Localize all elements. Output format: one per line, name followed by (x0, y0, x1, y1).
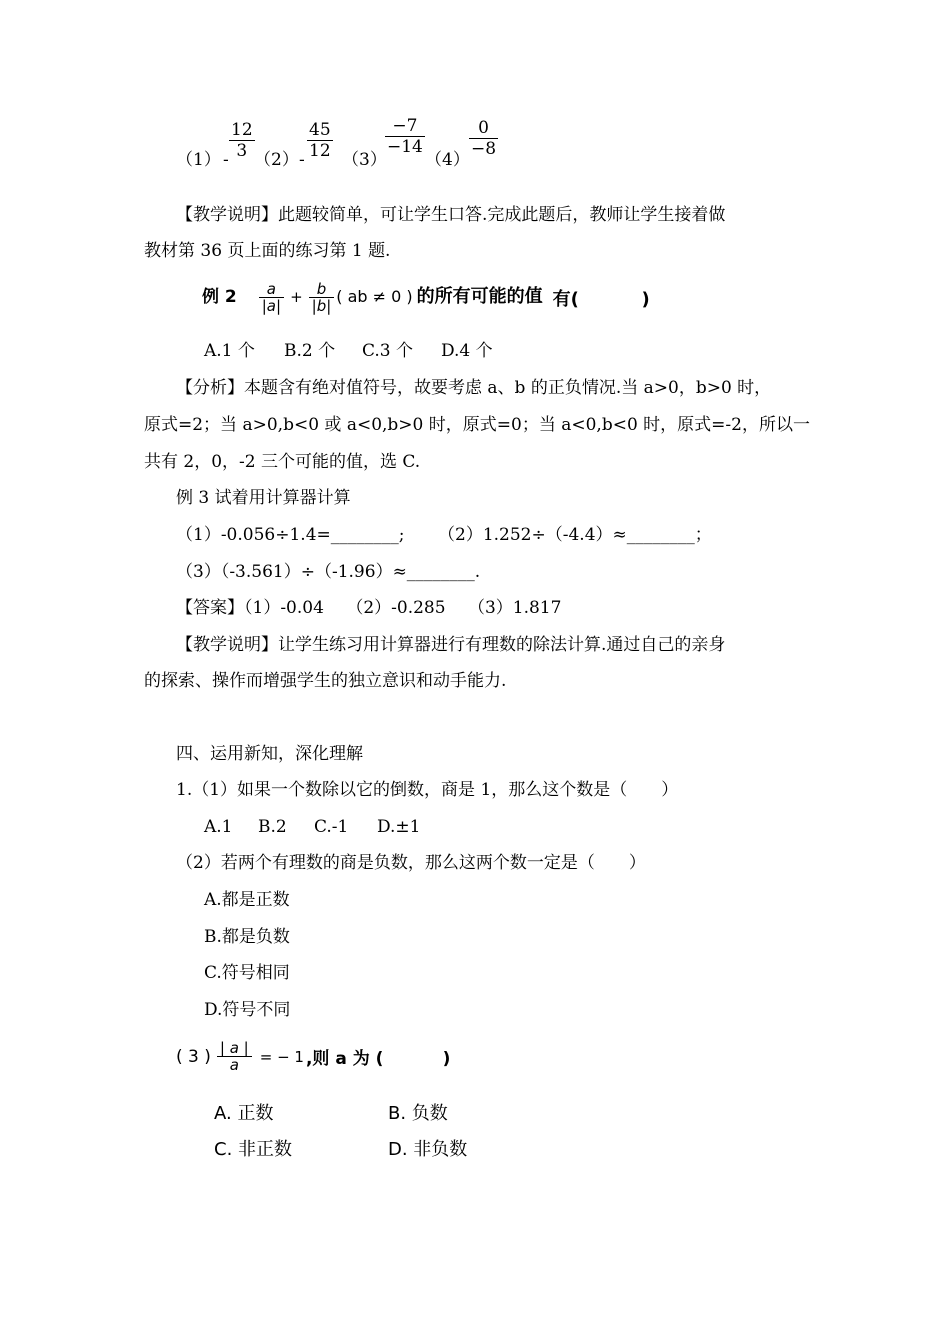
ex1-label-2: （2） (254, 150, 299, 170)
ex1-label-3: （3） (342, 150, 387, 170)
ex2-abs-a: |a| (261, 296, 282, 315)
ex1-fraction-1-den: 3 (236, 141, 248, 161)
ex2-condition: ( ab ≠ 0 ) (336, 287, 413, 306)
q1-2-option-a: A.都是正数 (204, 890, 290, 910)
ex2-label: 例 2 (202, 287, 237, 307)
teach-note-1-line1: 【教学说明】此题较简单，可让学生口答.完成此题后，教师让学生接着做 (176, 205, 726, 225)
ex2-tail: 有( ) (552, 289, 650, 310)
ex3-title: 例 3 试着用计算器计算 (176, 488, 351, 508)
ex2-fraction-a (259, 281, 284, 314)
q1-3-option-a: A. 正数 (214, 1103, 274, 1124)
ex1-label-1: （1） (176, 150, 221, 170)
ex2-fraction-b (309, 281, 335, 314)
section4-q1-2: （2）若两个有理数的商是负数，那么这两个数一定是（ ） (176, 853, 646, 873)
ex3-q1: （1）-0.056÷1.4=________; (176, 525, 405, 545)
ex1-fraction-1-num: 12 (231, 120, 253, 140)
ex2-option-d: D.4 个 (441, 341, 493, 361)
teach-note-2-line1: 【教学说明】让学生练习用计算器进行有理数的除法计算.通过自己的亲身 (176, 635, 726, 655)
ex3-q3: （3）（-3.561）÷（-1.96）≈________. (176, 562, 481, 582)
ex1-label-4: （4） (425, 150, 470, 170)
ex2-question-text: 的所有可能的值 (416, 286, 543, 307)
q1-3-option-b: B. 负数 (388, 1103, 448, 1124)
ex1-fraction-2-den: 12 (309, 141, 331, 161)
ex1-sign-1: - (223, 150, 229, 170)
q1-3-fraction (217, 1040, 252, 1073)
ex2-option-a: A.1 个 (204, 341, 255, 361)
ex1-fraction-2-num: 45 (309, 120, 331, 140)
q1-3-label: ( 3 ) (176, 1046, 211, 1067)
q1-1-option-c: C.-1 (314, 817, 349, 837)
ex2-a: a (259, 281, 284, 298)
analysis-line3: 共有 2，0，-2 三个可能的值，选 C. (144, 452, 421, 472)
q1-2-option-d: D.符号不同 (204, 1000, 291, 1020)
ex1-fraction-3-num: −7 (385, 116, 425, 137)
ex1-fraction-3-den: −14 (387, 137, 423, 157)
teach-note-1-line2: 教材第 36 页上面的练习第 1 题. (144, 241, 391, 261)
ex1-sign-2: - (299, 150, 305, 170)
q1-2-option-c: C.符号相同 (204, 963, 290, 983)
ex1-fraction-4 (469, 118, 498, 159)
q1-3-den: a (229, 1056, 239, 1074)
q1-3-num: | a | (217, 1040, 252, 1057)
analysis-line2: 原式=2；当 a>0,b<0 或 a<0,b>0 时，原式=0；当 a<0,b<0 时，原式=-2，所以一 (144, 415, 810, 435)
ex1-fraction-3 (385, 116, 425, 157)
example2-question (202, 277, 650, 317)
ex1-fraction-4-num: 0 (469, 118, 498, 139)
ex2-option-c: C.3 个 (362, 341, 414, 361)
teach-note-2-line2: 的探索、操作而增强学生的独立意识和动手能力. (144, 671, 507, 691)
q1-3-option-c: C. 非正数 (214, 1139, 293, 1160)
ex2-b: b (309, 281, 335, 298)
ex2-abs-b: |b| (311, 296, 332, 315)
ex1-fraction-2 (307, 120, 333, 161)
section4-heading: 四、运用新知，深化理解 (176, 744, 363, 764)
section4-q1-1: 1.（1）如果一个数除以它的倒数，商是 1，那么这个数是（ ） (176, 780, 679, 800)
q1-2-option-b: B.都是负数 (204, 927, 290, 947)
q1-3-eq: = − 1 (259, 1047, 304, 1066)
ex1-fraction-1 (229, 120, 255, 161)
ex2-plus: + (290, 288, 303, 306)
q1-3-text: ,则 a 为 ( ) (305, 1049, 451, 1069)
ex1-fraction-4-den: −8 (471, 139, 497, 159)
analysis-line1: 【分析】本题含有绝对值符号，故要考虑 a、b 的正负情况.当 a>0，b>0 时， (176, 378, 772, 398)
ex3-q2: （2）1.252÷（-4.4）≈________； (438, 525, 712, 545)
q1-1-option-d: D.±1 (377, 817, 421, 837)
ex2-option-b: B.2 个 (284, 341, 336, 361)
q1-1-option-b: B.2 (258, 817, 287, 837)
q1-1-option-a: A.1 (204, 817, 233, 837)
ex3-answer: 【答案】（1）-0.04 （2）-0.285 （3）1.817 (176, 598, 562, 618)
q1-3-option-d: D. 非负数 (388, 1139, 468, 1160)
section4-q1-3 (176, 1040, 450, 1073)
